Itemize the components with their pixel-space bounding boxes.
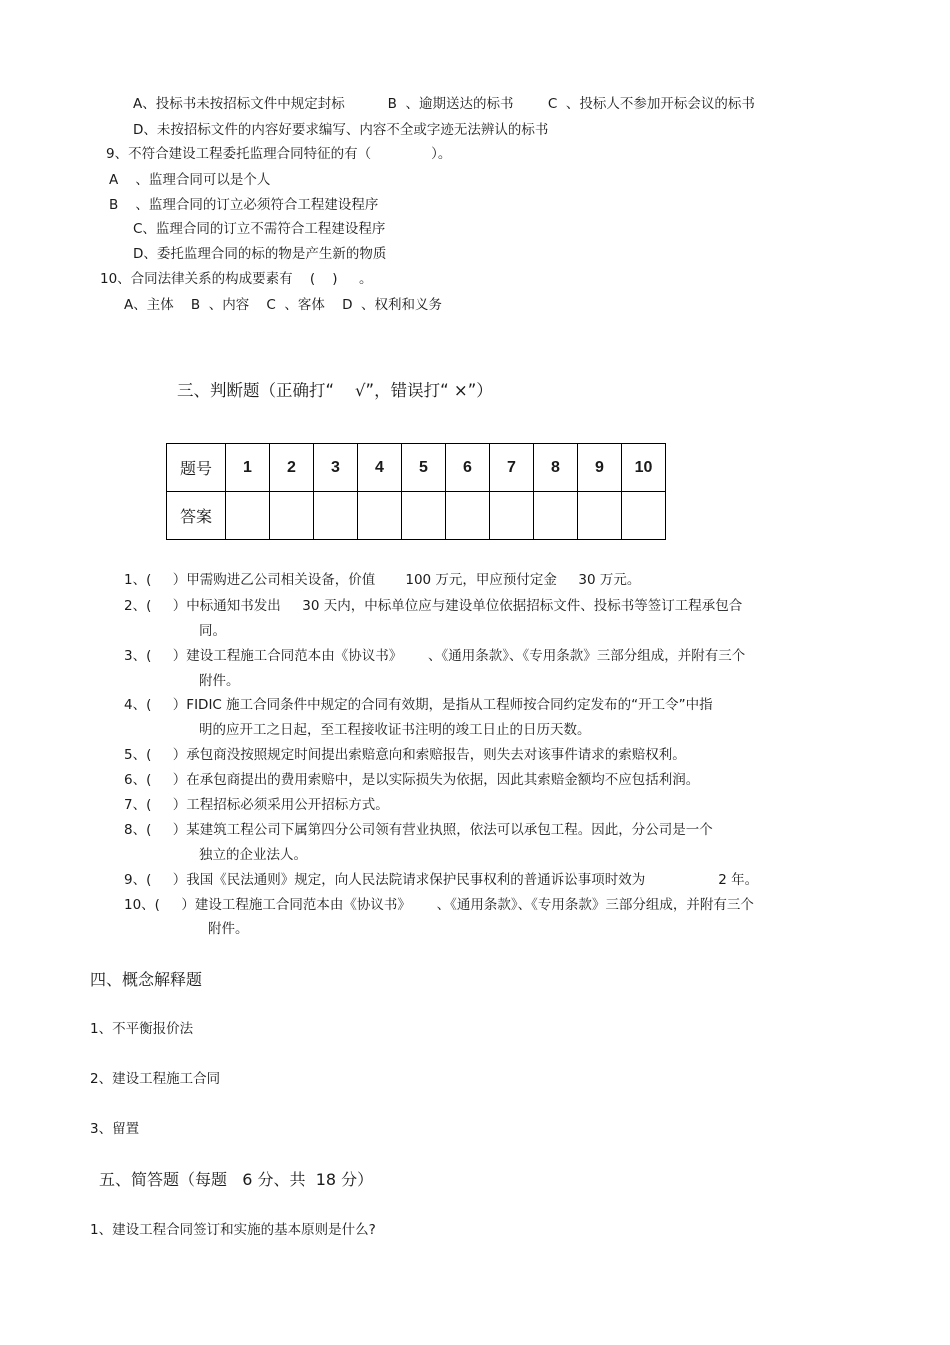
q10-options: A、主体 B 、内容 C 、客体 D 、权利和义务	[124, 297, 443, 313]
q9-option-a: A 、监理合同可以是个人	[109, 172, 271, 188]
tf-item-3-cont: 附件。	[199, 673, 240, 689]
tf-item-1: 1、( ）甲需购进乙公司相关设备，价值 100 万元，甲应预付定金 30 万元。	[124, 572, 641, 588]
tf-item-10: 10、( ）建设工程施工合同范本由《协议书》 、《通用条款》、《专用条款》三部分组成，并附有三个	[124, 897, 754, 913]
question-10: 10、合同法律关系的构成要素有 ( ) 。	[100, 271, 373, 287]
q9-option-b: B 、监理合同的订立必须符合工程建设程序	[109, 197, 379, 213]
section-4-title: 四、概念解释题	[90, 970, 203, 989]
concept-item-3: 3、留置	[90, 1121, 140, 1137]
answer-cell[interactable]	[358, 492, 402, 540]
answer-table-header-row	[167, 444, 666, 492]
table-number-cell: 4	[358, 444, 402, 492]
answer-cell[interactable]	[578, 492, 622, 540]
table-number-cell: 9	[578, 444, 622, 492]
question-number-label: 题号	[167, 444, 226, 492]
tf-item-8-cont: 独立的企业法人。	[199, 847, 307, 863]
answer-cell[interactable]	[270, 492, 314, 540]
answer-cell[interactable]	[534, 492, 578, 540]
tf-item-2: 2、( ）中标通知书发出 30 天内，中标单位应与建设单位依据招标文件、投标书等签订工程承包合	[124, 598, 743, 614]
answer-table	[166, 443, 666, 540]
tf-item-4-cont: 明的应开工之日起，至工程接收证书注明的竣工日止的日历天数。	[199, 722, 591, 738]
answer-cell[interactable]	[490, 492, 534, 540]
tf-item-2-cont: 同。	[199, 623, 226, 639]
tf-item-10-cont: 附件。	[208, 921, 249, 937]
table-number-cell: 10	[622, 444, 666, 492]
tf-item-4: 4、( ）FIDIC 施工合同条件中规定的合同有效期，是指从工程师按合同约定发布的“开工令”中指	[124, 697, 713, 713]
concept-item-2: 2、建设工程施工合同	[90, 1071, 221, 1087]
section-5-title: 五、简答题（每题 6 分、共 18 分）	[99, 1170, 374, 1189]
answer-cell[interactable]	[314, 492, 358, 540]
tf-item-9: 9、( ）我国《民法通则》规定，向人民法院请求保护民事权利的普通诉讼事项时效为 2 年。	[124, 872, 759, 888]
table-number-cell: 1	[226, 444, 270, 492]
table-number-cell: 3	[314, 444, 358, 492]
q8-options-line1: A、投标书未按招标文件中规定封标 B 、逾期送达的标书 C 、投标人不参加开标会议的标书	[133, 96, 755, 112]
q9-option-c: C、监理合同的订立不需符合工程建设程序	[133, 221, 386, 237]
short-answer-item-1: 1、建设工程合同签订和实施的基本原则是什么?	[90, 1222, 376, 1238]
table-number-cell: 8	[534, 444, 578, 492]
table-number-cell: 7	[490, 444, 534, 492]
question-9: 9、不符合建设工程委托监理合同特征的有（ ）。	[106, 146, 452, 162]
table-number-cell: 5	[402, 444, 446, 492]
q8-option-d: D、未按招标文件的内容好要求编写、内容不全或字迹无法辨认的标书	[133, 122, 549, 138]
tf-item-8: 8、( ）某建筑工程公司下属第四分公司领有营业执照，依法可以承包工程。因此，分公司是一个	[124, 822, 713, 838]
tf-item-7: 7、( ）工程招标必须采用公开招标方式。	[124, 797, 389, 813]
tf-item-3: 3、( ）建设工程施工合同范本由《协议书》 、《通用条款》、《专用条款》三部分组成，并附有三个	[124, 648, 746, 664]
answer-cell[interactable]	[226, 492, 270, 540]
answer-label: 答案	[167, 492, 226, 540]
tf-item-5: 5、( ）承包商没按照规定时间提出索赔意向和索赔报告，则失去对该事件请求的索赔权利。	[124, 747, 686, 763]
table-number-cell: 2	[270, 444, 314, 492]
answer-cell[interactable]	[402, 492, 446, 540]
answer-cell[interactable]	[622, 492, 666, 540]
concept-item-1: 1、不平衡报价法	[90, 1021, 194, 1037]
table-number-cell: 6	[446, 444, 490, 492]
answer-table-answer-row	[167, 492, 666, 540]
q9-option-d: D、委托监理合同的标的物是产生新的物质	[133, 246, 387, 262]
answer-cell[interactable]	[446, 492, 490, 540]
section-3-title: 三、判断题（正确打“ √”，错误打“ ×”）	[177, 381, 493, 400]
tf-item-6: 6、( ）在承包商提出的费用索赔中，是以实际损失为依据，因此其索赔金额均不应包括利润。	[124, 772, 700, 788]
